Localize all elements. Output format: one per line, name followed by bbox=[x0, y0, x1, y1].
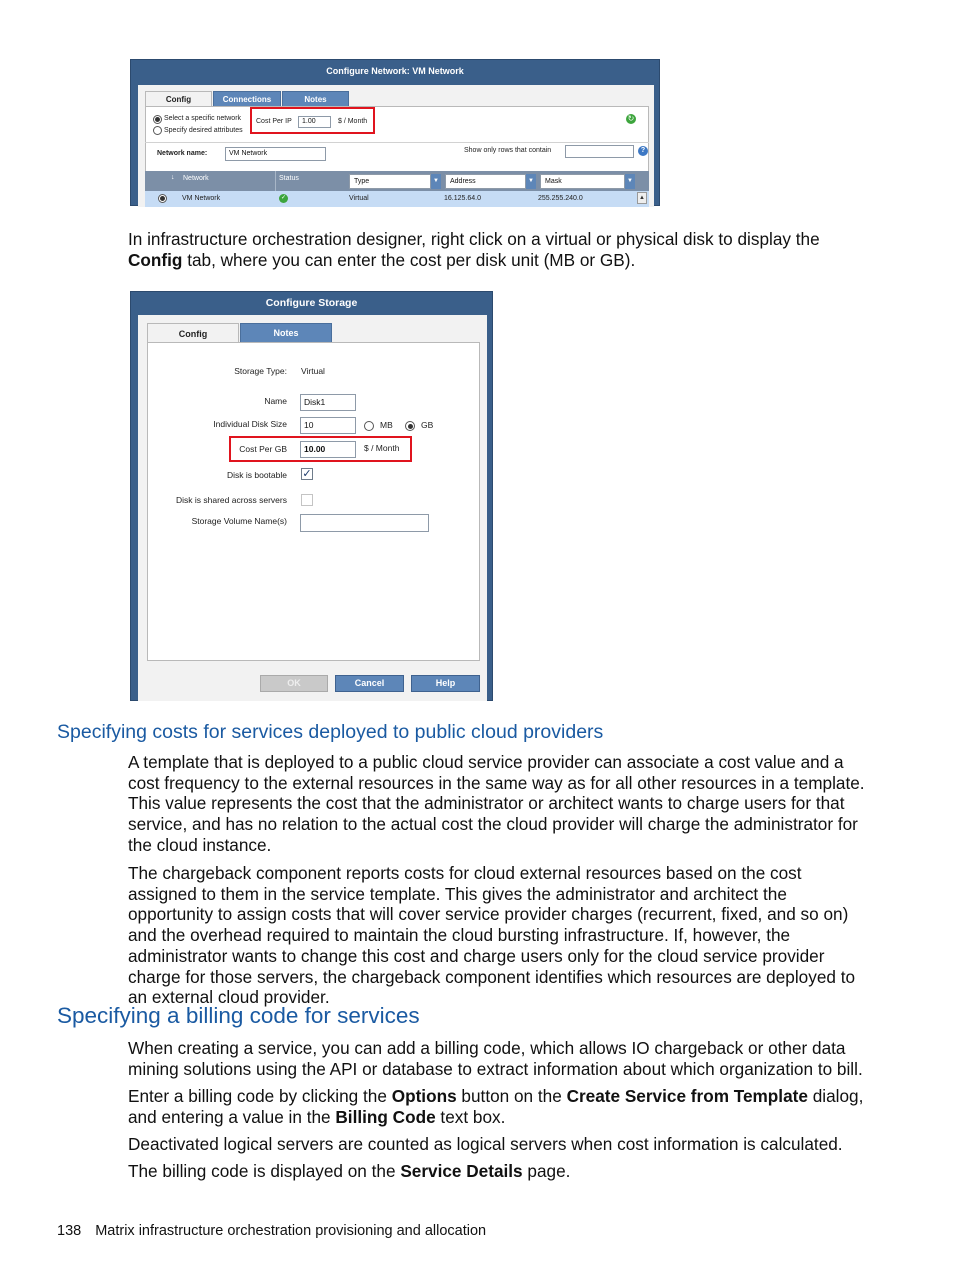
bootable-checkbox[interactable]: ✓ bbox=[302, 468, 312, 480]
unit-mb-radio[interactable] bbox=[364, 421, 374, 431]
cost-per-gb-label: Cost Per GB bbox=[239, 444, 287, 454]
intro-paragraph: In infrastructure orchestration designer, right click on a virtual or physical disk to display the Config tab, where you can enter the cost per disk unit (MB or GB). bbox=[128, 229, 820, 270]
chevron-down-icon[interactable]: ▼ bbox=[526, 174, 536, 189]
filter-input[interactable] bbox=[565, 145, 634, 158]
cost-per-gb-input[interactable]: 10.00 bbox=[300, 441, 356, 458]
status-ok-icon: ✓ bbox=[280, 195, 287, 201]
sort-arrow-icon[interactable]: ↓ bbox=[171, 174, 175, 181]
disk-size-label: Individual Disk Size bbox=[213, 419, 287, 429]
filter-label: Show only rows that contain bbox=[464, 147, 552, 154]
storage-type-value: Virtual bbox=[301, 366, 325, 376]
dialog-title: Configure Storage bbox=[265, 297, 358, 309]
scrollbar-up-icon[interactable]: ▲ bbox=[637, 192, 647, 204]
row-select-radio[interactable] bbox=[158, 194, 167, 203]
cancel-button[interactable]: Cancel bbox=[335, 675, 404, 692]
section1-paragraph-2: The chargeback component reports costs for cloud external resources based on the cost assigned to them in the service template. This gives the administrator and architect the opportunity to assign costs that will cover service provider charges (recurrent, fixed, and so on) and the overhead required to maintain the cloud bursting infrastructure. If, however, the administrator wants to change this cost and charge users only for the cloud service provider charge for those servers, the chargeback component identifies which resources are deployed to an external cloud provider. bbox=[128, 863, 856, 1008]
column-address-filter[interactable]: Address bbox=[445, 174, 526, 189]
tab-config[interactable]: Config bbox=[147, 323, 239, 343]
section-heading-public-cloud: Specifying costs for services deployed to public cloud providers bbox=[57, 721, 604, 743]
cost-unit-label: $ / Month bbox=[364, 443, 400, 453]
section2-paragraph-3: Deactivated logical servers are counted as logical servers when cost information is calculated. bbox=[128, 1134, 843, 1154]
configure-network-dialog bbox=[130, 59, 660, 206]
shared-label: Disk is shared across servers bbox=[175, 495, 287, 505]
storage-type-label: Storage Type: bbox=[234, 366, 287, 376]
chevron-down-icon[interactable]: ▼ bbox=[431, 174, 441, 189]
tab-notes[interactable]: Notes bbox=[282, 91, 349, 107]
tab-config[interactable]: Config bbox=[145, 91, 212, 107]
unit-gb-label: GB bbox=[421, 420, 434, 430]
column-status[interactable]: Status bbox=[279, 175, 299, 182]
disk-size-input[interactable]: 10 bbox=[300, 417, 356, 434]
cost-per-ip-label: Cost Per IP bbox=[256, 118, 292, 125]
radio-specific-label: Select a specific network bbox=[164, 115, 242, 122]
page-footer bbox=[57, 1223, 486, 1239]
refresh-icon[interactable]: ↻ bbox=[627, 114, 635, 123]
help-button[interactable]: Help bbox=[411, 675, 480, 692]
section2-paragraph-4: The billing code is displayed on the Service Details page. bbox=[128, 1161, 571, 1181]
highlight-box bbox=[229, 436, 412, 462]
row-address: 16.125.64.0 bbox=[444, 195, 481, 202]
shared-checkbox[interactable] bbox=[301, 494, 313, 506]
network-name-label: Network name: bbox=[157, 150, 208, 157]
section2-paragraph-1: When creating a service, you can add a billing code, which allows IO chargeback or other data mining solutions using the API or database to extract information about which organization to bill. bbox=[128, 1038, 863, 1079]
dialog-title: Configure Network: VM Network bbox=[326, 66, 464, 76]
row-network: VM Network bbox=[182, 195, 221, 202]
row-type: Virtual bbox=[349, 195, 369, 202]
unit-gb-radio[interactable] bbox=[405, 421, 415, 431]
radio-specify-attributes[interactable] bbox=[153, 126, 162, 135]
section-heading-billing-code: Specifying a billing code for services bbox=[57, 1003, 420, 1028]
tab-notes[interactable]: Notes bbox=[240, 323, 332, 343]
tab-connections[interactable]: Connections bbox=[213, 91, 281, 107]
highlight-box bbox=[250, 107, 375, 134]
column-network[interactable]: Network bbox=[183, 175, 209, 182]
unit-mb-label: MB bbox=[380, 420, 393, 430]
volume-input[interactable] bbox=[300, 514, 429, 532]
footer-title: Matrix infrastructure orchestration provisioning and allocation bbox=[95, 1223, 487, 1239]
help-icon[interactable]: ? bbox=[638, 146, 648, 156]
radio-select-specific-network[interactable] bbox=[153, 115, 162, 124]
ok-button[interactable]: OK bbox=[260, 675, 328, 692]
volume-label: Storage Volume Name(s) bbox=[191, 516, 287, 526]
network-name-input[interactable]: VM Network bbox=[225, 147, 326, 161]
cost-unit-label: $ / Month bbox=[338, 118, 368, 125]
column-mask-filter[interactable]: Mask bbox=[540, 174, 625, 189]
column-type-filter[interactable]: Type bbox=[349, 174, 431, 189]
configure-storage-dialog bbox=[130, 291, 493, 701]
page-number: 138 bbox=[57, 1223, 82, 1239]
name-label: Name bbox=[264, 396, 287, 406]
radio-desired-label: Specify desired attributes bbox=[164, 127, 243, 134]
chevron-down-icon[interactable]: ▼ bbox=[625, 174, 635, 189]
cost-per-ip-input[interactable]: 1.00 bbox=[298, 116, 331, 128]
section1-paragraph-1: A template that is deployed to a public cloud service provider can associate a cost value and a cost frequency to the external resources in the same way as for all other resources in a template. This value represents the cost that the administrator or architect wants to charge users for that service, and has no relation to the actual cost the cloud provider will charge the administrator for the cloud instance. bbox=[128, 752, 865, 855]
bootable-label: Disk is bootable bbox=[226, 470, 287, 480]
section2-paragraph-2: Enter a billing code by clicking the Options button on the Create Service from Template dialog, and entering a value in the Billing Code text box. bbox=[128, 1086, 864, 1127]
name-input[interactable]: Disk1 bbox=[300, 394, 356, 411]
row-mask: 255.255.240.0 bbox=[538, 195, 583, 202]
